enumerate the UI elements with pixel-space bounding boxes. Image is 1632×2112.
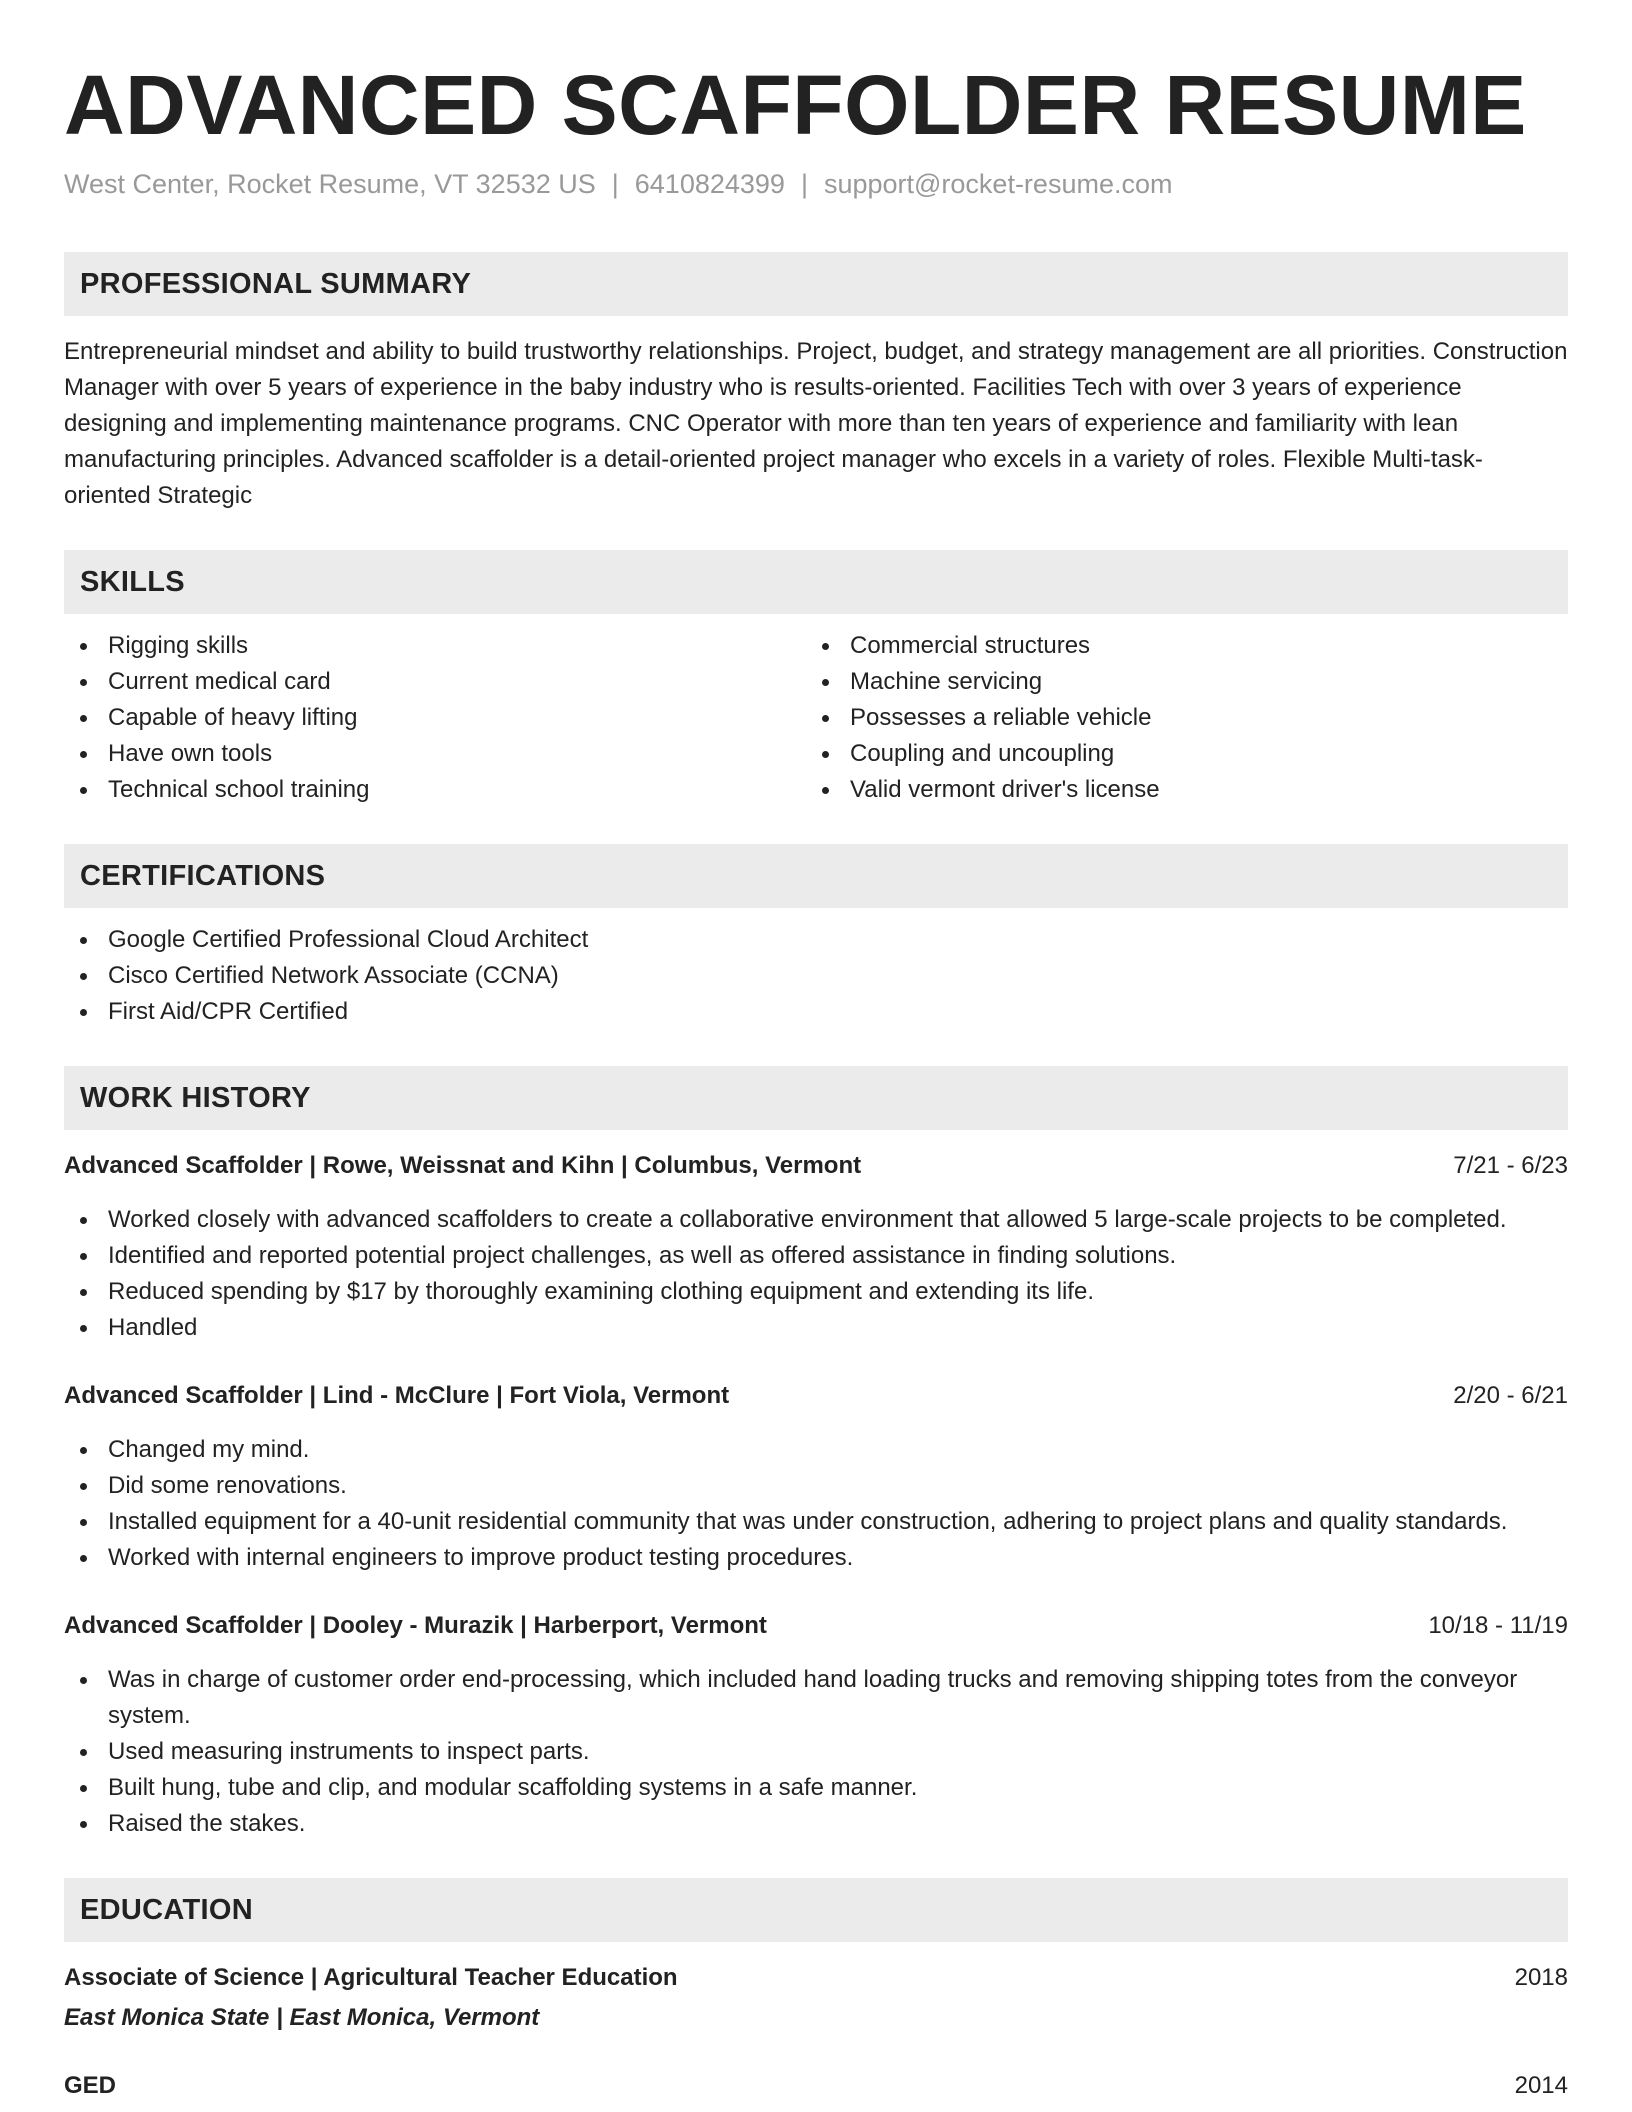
section-header-summary: PROFESSIONAL SUMMARY xyxy=(64,252,1568,316)
education-entry xyxy=(64,1960,1568,2036)
job-dates: 7/21 - 6/23 xyxy=(1453,1152,1568,1179)
contact-email: support@rocket-resume.com xyxy=(823,169,1173,199)
education-header xyxy=(64,1960,1568,1996)
contact-line xyxy=(64,166,1568,202)
job-bullets xyxy=(64,1662,1568,1842)
job-title: Advanced Scaffolder | Lind - McClure | Fort Viola, Vermont xyxy=(64,1382,730,1409)
contact-address: West Center, Rocket Resume, VT 32532 US xyxy=(64,169,596,199)
skill-item: Technical school training xyxy=(64,772,806,808)
job-bullet: Reduced spending by $17 by thoroughly examining clothing equipment and extending its life. xyxy=(64,1274,1568,1310)
education-degree: Associate of Science | Agricultural Teacher Education xyxy=(64,1964,678,1991)
job-entry xyxy=(64,1148,1568,1346)
skills-list xyxy=(64,628,1568,808)
job-bullet: Worked with internal engineers to improve product testing procedures. xyxy=(64,1540,1568,1576)
job-bullet: Built hung, tube and clip, and modular scaffolding systems in a safe manner. xyxy=(64,1770,1568,1806)
skill-item: Capable of heavy lifting xyxy=(64,700,806,736)
education-year: 2014 xyxy=(1514,2072,1568,2099)
skill-item: Rigging skills xyxy=(64,628,806,664)
education-header xyxy=(64,2068,1568,2104)
skill-item: Machine servicing xyxy=(806,664,1548,700)
certification-item: Cisco Certified Network Associate (CCNA) xyxy=(64,958,1568,994)
skill-item: Valid vermont driver's license xyxy=(806,772,1548,808)
summary-text: Entrepreneurial mindset and ability to build trustworthy relationships. Project, budget, and strategy management are all priorities. Construction Manager with over 5 years of experience in the baby industry who is results-oriented. Facilities Tech with over 3 years of experience designing and implementing maintenance programs. CNC Operator with more than ten years of experience and familiarity with lean manufacturing principles. Advanced scaffolder is a detail-oriented project manager who excels in a variety of roles. Flexible Multi-task-oriented Strategic xyxy=(64,338,1568,509)
job-bullet: Installed equipment for a 40-unit residential community that was under construction, adhering to project plans and quality standards. xyxy=(64,1504,1568,1540)
job-title: Advanced Scaffolder | Dooley - Murazik | Harberport, Vermont xyxy=(64,1612,767,1639)
education-school: East Monica State | East Monica, Vermont xyxy=(64,2004,540,2031)
education-entry xyxy=(64,2068,1568,2104)
job-bullet: Used measuring instruments to inspect parts. xyxy=(64,1734,1568,1770)
education-degree: GED xyxy=(64,2072,117,2099)
job-header xyxy=(64,1608,1568,1644)
job-header xyxy=(64,1148,1568,1184)
job-bullets xyxy=(64,1202,1568,1346)
skill-item: Commercial structures xyxy=(806,628,1548,664)
skills-column-left xyxy=(64,628,806,808)
education-year: 2018 xyxy=(1514,1964,1568,1991)
job-bullet: Did some renovations. xyxy=(64,1468,1568,1504)
section-header-work-history: WORK HISTORY xyxy=(64,1066,1568,1130)
certifications-list xyxy=(64,922,1568,1030)
job-bullet: Was in charge of customer order end-processing, which included hand loading trucks and removing shipping totes from the conveyor system. xyxy=(64,1662,1568,1734)
certification-item: First Aid/CPR Certified xyxy=(64,994,1568,1030)
skill-item: Coupling and uncoupling xyxy=(806,736,1548,772)
contact-phone: 6410824399 xyxy=(634,169,785,199)
job-bullet: Raised the stakes. xyxy=(64,1806,1568,1842)
skills-column-right xyxy=(806,628,1548,808)
job-title: Advanced Scaffolder | Rowe, Weissnat and Kihn | Columbus, Vermont xyxy=(64,1152,862,1179)
job-bullet: Handled xyxy=(64,1310,1568,1346)
job-entry xyxy=(64,1608,1568,1842)
certification-item: Google Certified Professional Cloud Architect xyxy=(64,922,1568,958)
resume-title: ADVANCED SCAFFOLDER RESUME xyxy=(64,58,1527,152)
contact-separator: | xyxy=(800,169,808,199)
job-dates: 10/18 - 11/19 xyxy=(1428,1612,1568,1639)
job-header xyxy=(64,1378,1568,1414)
job-entry xyxy=(64,1378,1568,1576)
skill-item: Have own tools xyxy=(64,736,806,772)
section-header-skills: SKILLS xyxy=(64,550,1568,614)
job-bullets xyxy=(64,1432,1568,1576)
job-bullet: Identified and reported potential project challenges, as well as offered assistance in finding solutions. xyxy=(64,1238,1568,1274)
skill-item: Possesses a reliable vehicle xyxy=(806,700,1548,736)
section-header-certifications: CERTIFICATIONS xyxy=(64,844,1568,908)
resume-page xyxy=(64,50,1568,2104)
contact-separator: | xyxy=(611,169,619,199)
section-header-education: EDUCATION xyxy=(64,1878,1568,1942)
job-bullet: Changed my mind. xyxy=(64,1432,1568,1468)
job-bullet: Worked closely with advanced scaffolders to create a collaborative environment that allowed 5 large-scale projects to be completed. xyxy=(64,1202,1568,1238)
job-dates: 2/20 - 6/21 xyxy=(1453,1382,1568,1409)
skill-item: Current medical card xyxy=(64,664,806,700)
